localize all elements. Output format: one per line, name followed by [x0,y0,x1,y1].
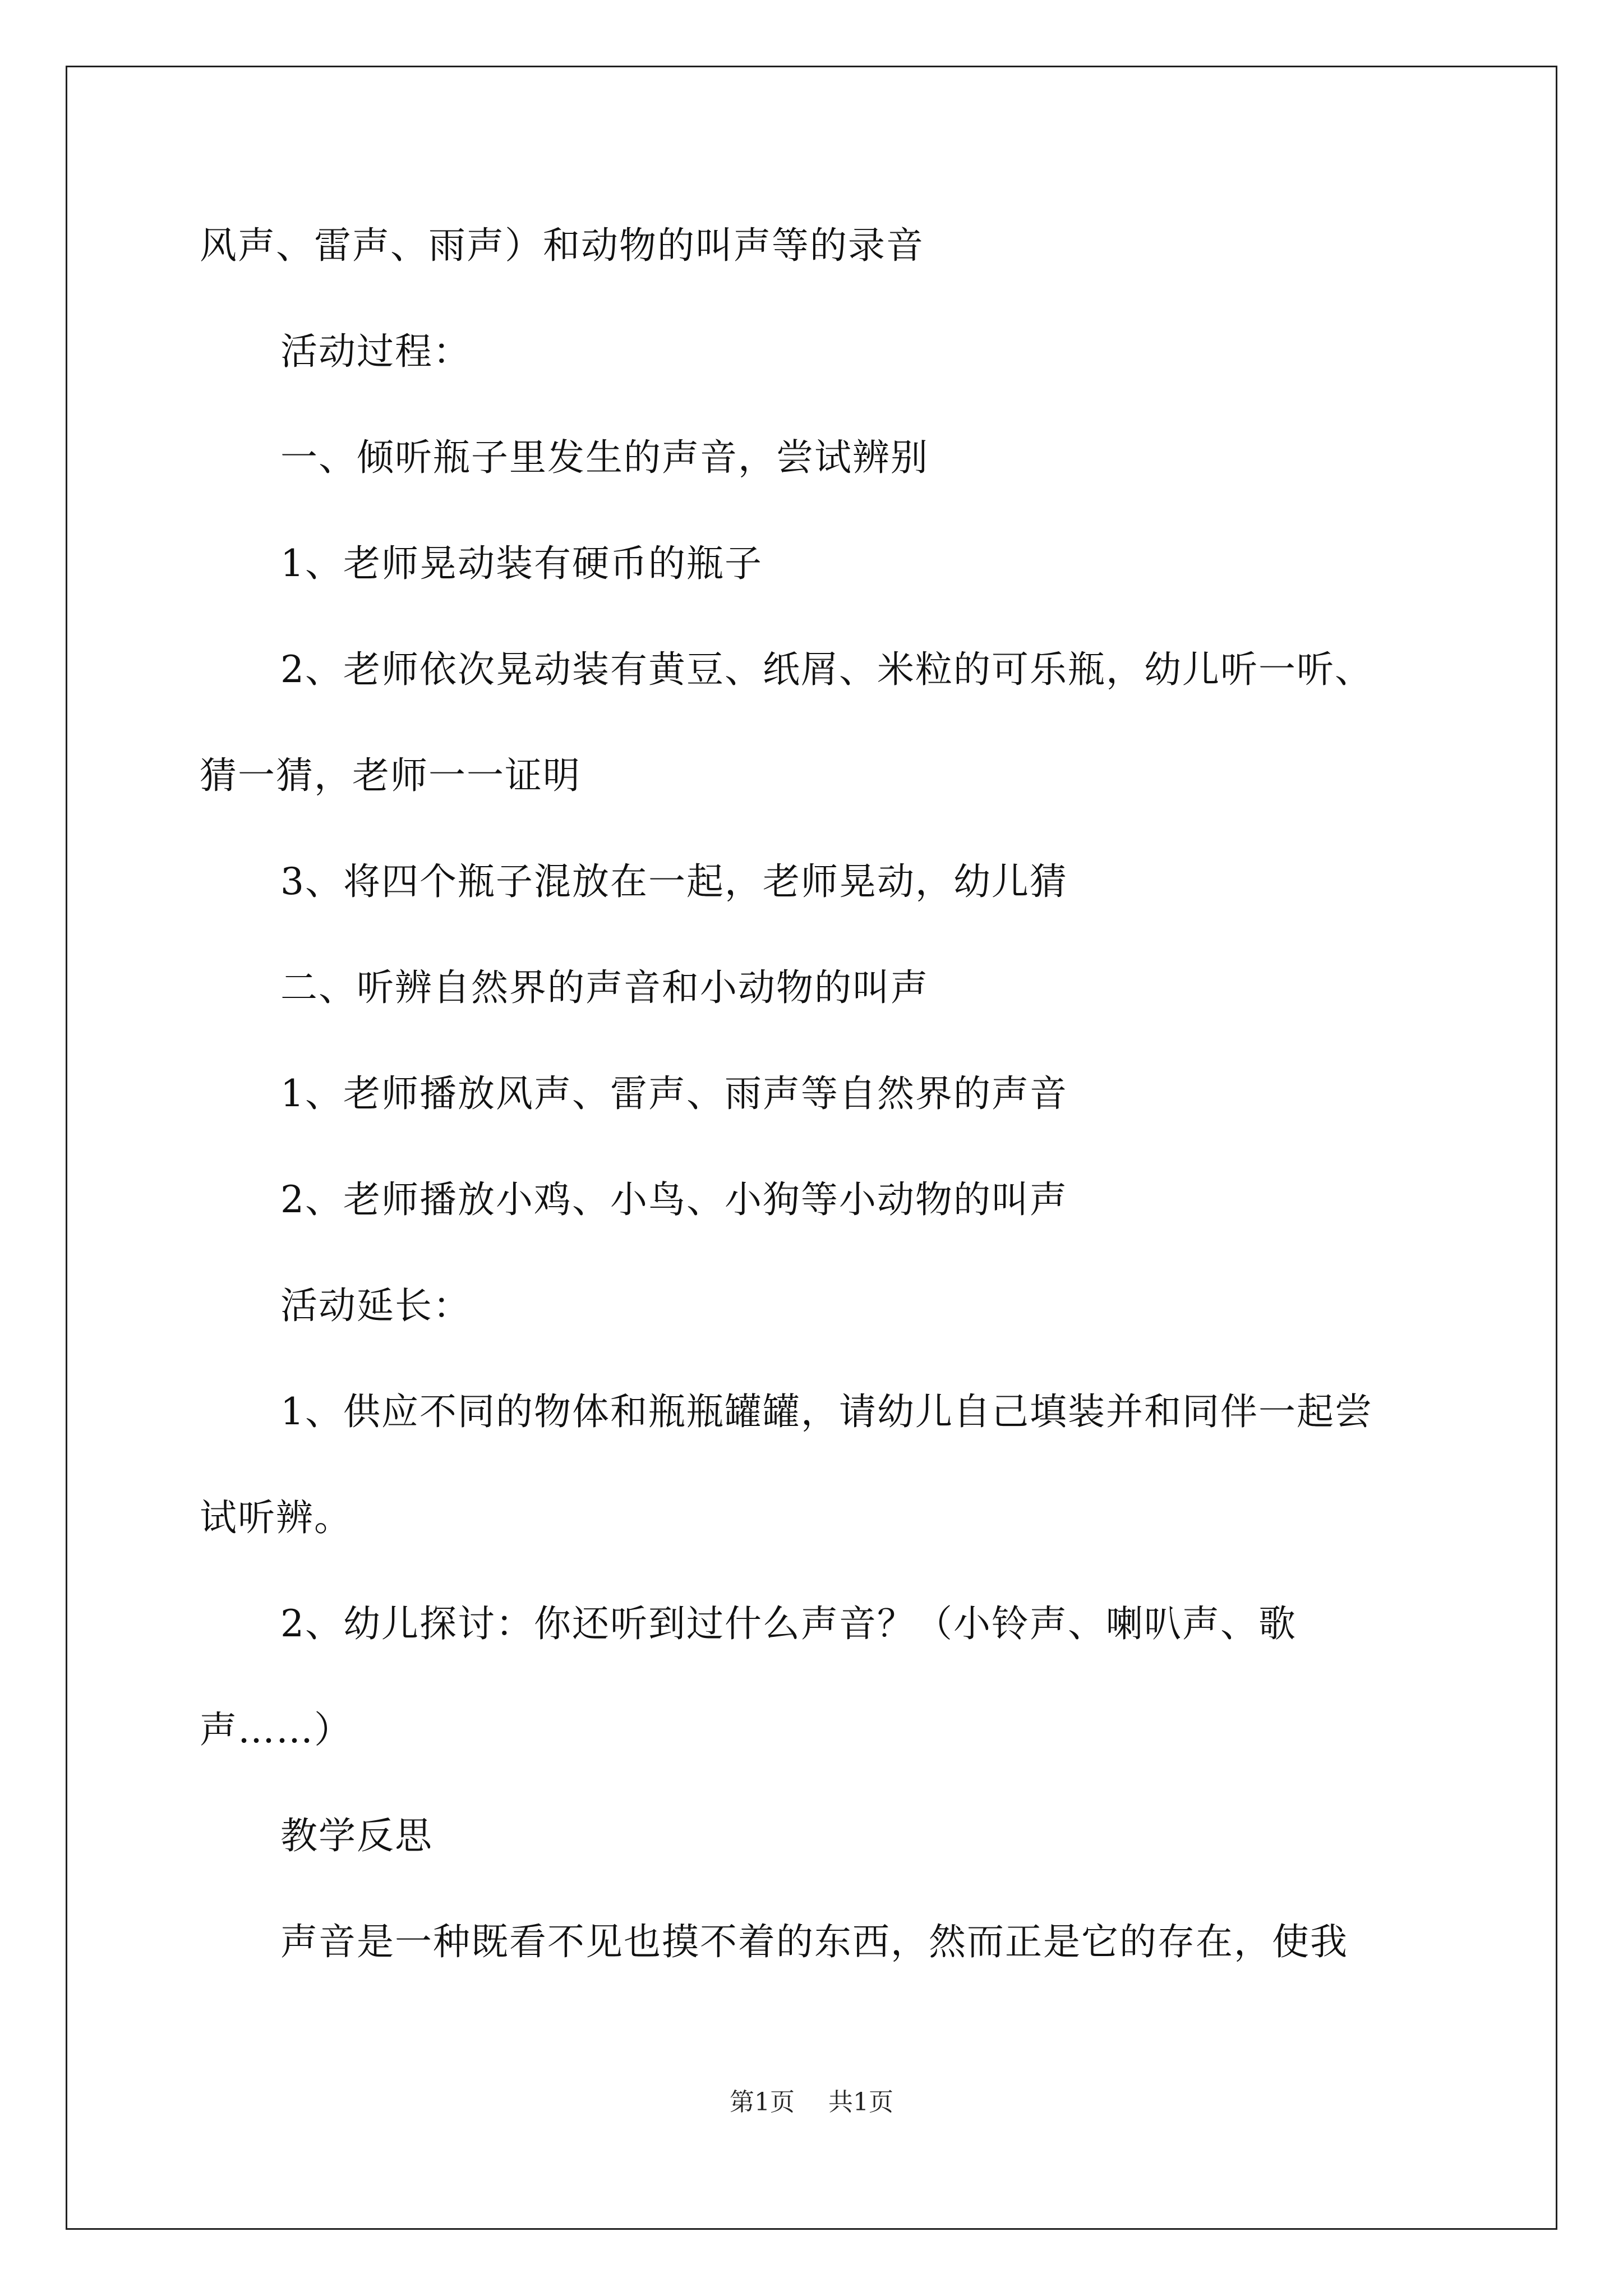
text-line-12: 1、供应不同的物体和瓶瓶罐罐，请幼儿自己填装并和同伴一起尝 [280,1390,1373,1433]
text-line-3: 一、倾听瓶子里发生的声音，尝试辨别 [280,436,929,479]
text-line-9: 1、老师播放风声、雷声、雨声等自然界的声音 [280,1072,1068,1115]
page-footer [0,2087,1623,2118]
text-line-8: 二、听辨自然界的声音和小动物的叫声 [280,966,929,1009]
text-line-6: 猜一猜，老师一一证明 [200,754,581,797]
text-line-13: 试听辨。 [200,1496,352,1539]
text-line-1: 风声、雷声、雨声）和动物的叫声等的录音 [200,224,924,267]
text-line-2: 活动过程： [280,330,471,373]
page-number: 第1页 [730,2088,795,2116]
text-line-7: 3、将四个瓶子混放在一起，老师晃动，幼儿猜 [280,860,1068,903]
text-line-14: 2、幼儿探讨：你还听到过什么声音？（小铃声、喇叭声、歌 [280,1602,1297,1645]
page-border [66,66,1557,2230]
page-total: 共1页 [828,2088,893,2116]
text-line-11: 活动延长： [280,1284,471,1327]
text-line-15: 声……） [200,1708,352,1751]
text-line-17: 声音是一种既看不见也摸不着的东西，然而正是它的存在，使我 [280,1920,1348,1963]
text-line-10: 2、老师播放小鸡、小鸟、小狗等小动物的叫声 [280,1178,1068,1221]
text-line-4: 1、老师晃动装有硬币的瓶子 [280,542,763,585]
text-line-16: 教学反思 [280,1814,433,1857]
text-line-5: 2、老师依次晃动装有黄豆、纸屑、米粒的可乐瓶，幼儿听一听、 [280,648,1373,691]
